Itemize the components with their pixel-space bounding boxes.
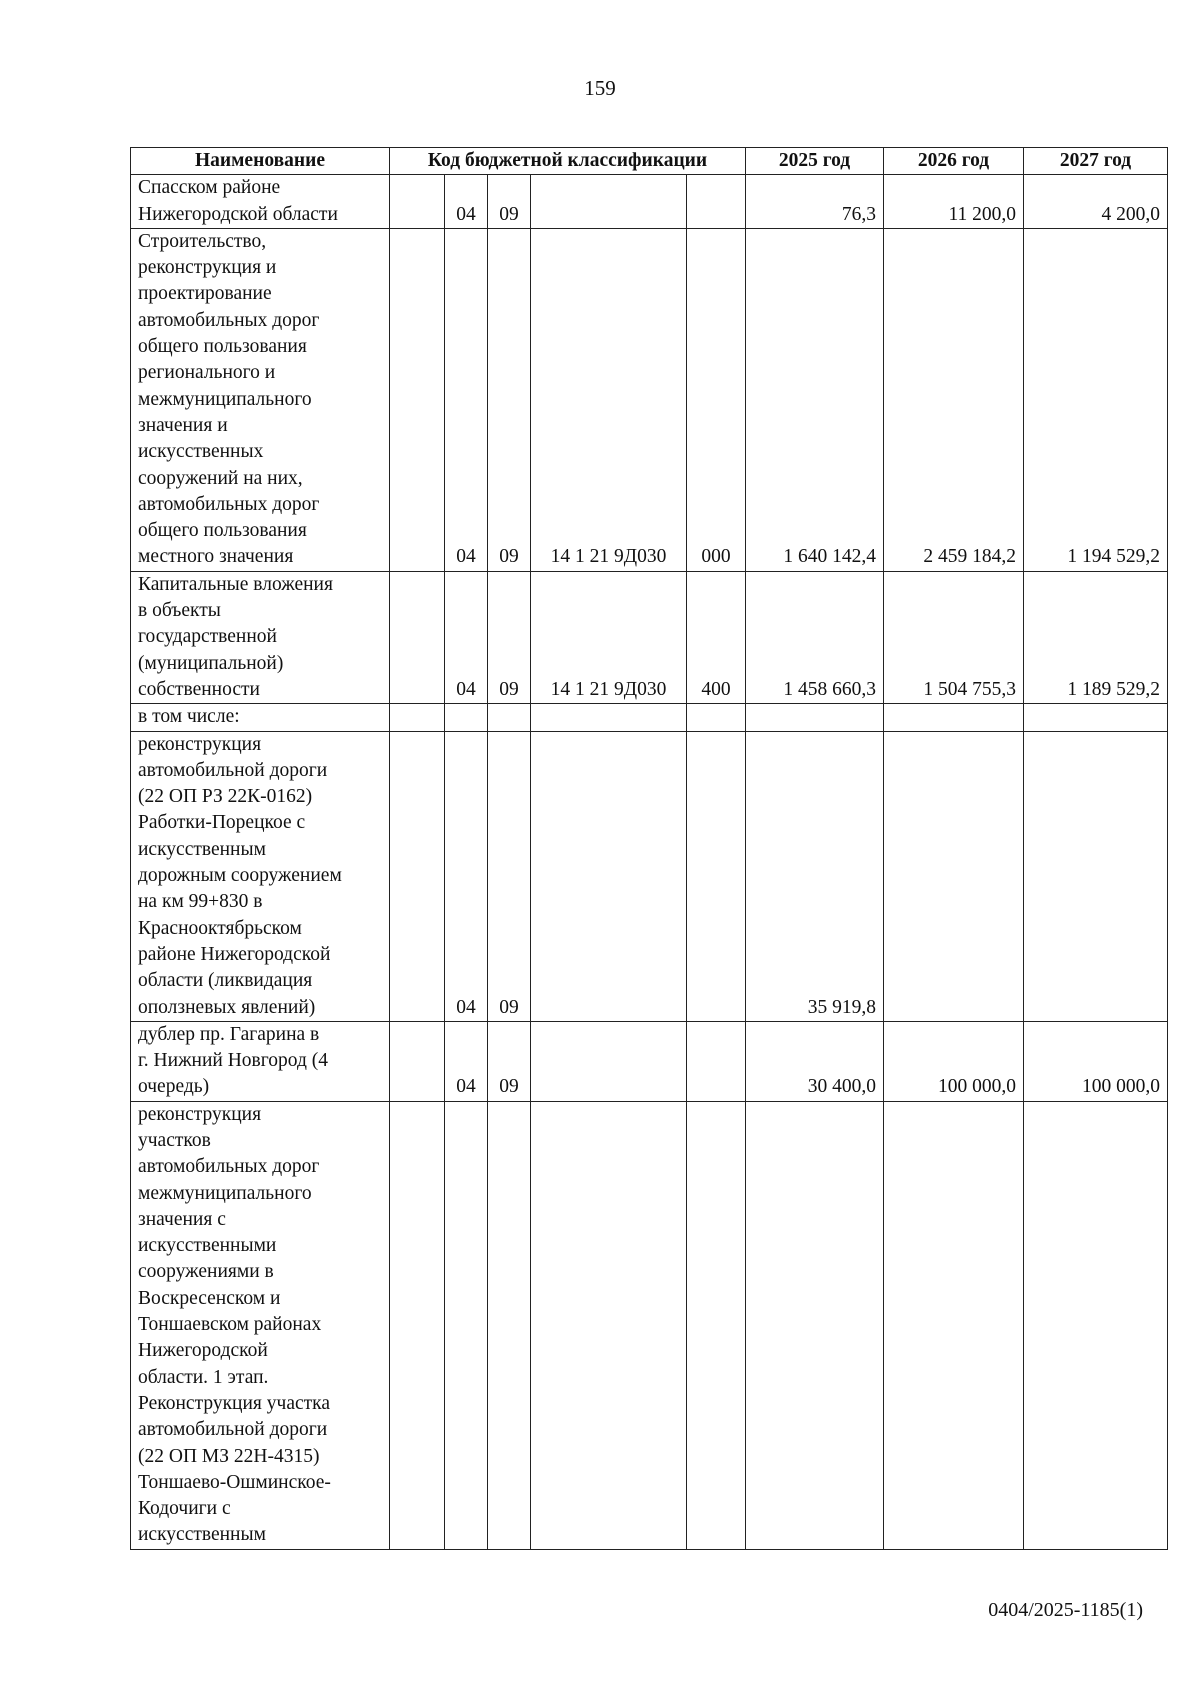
value-2026-cell	[884, 1101, 1024, 1549]
header-2025: 2025 год	[746, 148, 884, 175]
code-cell-section: 04	[445, 731, 488, 1021]
code-cell-1	[390, 731, 445, 1021]
value-2025-cell: 30 400,0	[746, 1021, 884, 1101]
code-cell-subsection: 09	[488, 731, 531, 1021]
table-body	[131, 175, 1168, 1549]
code-cell-1	[390, 704, 445, 731]
table-row	[131, 1021, 1168, 1101]
code-cell-target	[531, 731, 687, 1021]
code-cell-section: 04	[445, 175, 488, 229]
header-2026: 2026 год	[884, 148, 1024, 175]
row-name-cell: реконструкция автомобильной дороги (22 ОП РЗ 22К-0162) Работки-Порецкое с искусственным дорожным сооружением на км 99+830 в Краснооктябрьском районе Нижегородской области (ликвидация оползневых явлений)	[131, 731, 390, 1021]
code-cell-subsection	[488, 1101, 531, 1549]
value-2026-cell: 1 504 755,3	[884, 571, 1024, 703]
table-header-row	[131, 148, 1168, 175]
value-2025-cell: 76,3	[746, 175, 884, 229]
code-cell-target: 14 1 21 9Д030	[531, 571, 687, 703]
code-cell-1	[390, 1021, 445, 1101]
code-cell-target	[531, 1101, 687, 1549]
document-number: 0404/2025-1185(1)	[988, 1599, 1143, 1621]
code-cell-section: 04	[445, 1021, 488, 1101]
row-name-cell: в том числе:	[131, 704, 390, 731]
value-2026-cell: 2 459 184,2	[884, 228, 1024, 571]
row-name-cell: Строительство, реконструкция и проектирование автомобильных дорог общего пользования регионального и межмуниципального значения и искусственных сооружений на них, автомобильных дорог общего пользования местного значения	[131, 228, 390, 571]
value-2027-cell: 1 194 529,2	[1024, 228, 1168, 571]
row-name-cell: Спасском районе Нижегородской области	[131, 175, 390, 229]
code-cell-target	[531, 1021, 687, 1101]
value-2025-cell: 35 919,8	[746, 731, 884, 1021]
code-cell-subsection: 09	[488, 1021, 531, 1101]
value-2026-cell: 100 000,0	[884, 1021, 1024, 1101]
value-2025-cell: 1 640 142,4	[746, 228, 884, 571]
value-2027-cell: 4 200,0	[1024, 175, 1168, 229]
code-cell-subsection: 09	[488, 228, 531, 571]
code-cell-subsection: 09	[488, 175, 531, 229]
value-2027-cell	[1024, 731, 1168, 1021]
value-2025-cell	[746, 704, 884, 731]
code-cell-section	[445, 1101, 488, 1549]
row-name-cell: Капитальные вложения в объекты государственной (муниципальной) собственности	[131, 571, 390, 703]
code-cell-expense-type	[687, 704, 746, 731]
row-name-cell: дублер пр. Гагарина в г. Нижний Новгород (4 очередь)	[131, 1021, 390, 1101]
value-2026-cell	[884, 731, 1024, 1021]
code-cell-section: 04	[445, 228, 488, 571]
code-cell-target: 14 1 21 9Д030	[531, 228, 687, 571]
code-cell-expense-type: 400	[687, 571, 746, 703]
code-cell-expense-type	[687, 175, 746, 229]
code-cell-section: 04	[445, 571, 488, 703]
value-2027-cell	[1024, 1101, 1168, 1549]
code-cell-subsection: 09	[488, 571, 531, 703]
code-cell-1	[390, 571, 445, 703]
code-cell-expense-type: 000	[687, 228, 746, 571]
header-2027: 2027 год	[1024, 148, 1168, 175]
table-row	[131, 228, 1168, 571]
code-cell-expense-type	[687, 1021, 746, 1101]
code-cell-target	[531, 704, 687, 731]
value-2027-cell: 1 189 529,2	[1024, 571, 1168, 703]
value-2027-cell: 100 000,0	[1024, 1021, 1168, 1101]
value-2025-cell: 1 458 660,3	[746, 571, 884, 703]
code-cell-expense-type	[687, 1101, 746, 1549]
table-row	[131, 571, 1168, 703]
table-row	[131, 175, 1168, 229]
code-cell-1	[390, 228, 445, 571]
header-code: Код бюджетной классификации	[390, 148, 746, 175]
value-2025-cell	[746, 1101, 884, 1549]
value-2027-cell	[1024, 704, 1168, 731]
value-2026-cell: 11 200,0	[884, 175, 1024, 229]
budget-table	[130, 147, 1168, 1550]
code-cell-section	[445, 704, 488, 731]
code-cell-1	[390, 175, 445, 229]
code-cell-target	[531, 175, 687, 229]
page-number: 159	[584, 76, 616, 100]
code-cell-1	[390, 1101, 445, 1549]
value-2026-cell	[884, 704, 1024, 731]
row-name-cell: реконструкция участков автомобильных дорог межмуниципального значения с искусственными сооружениями в Воскресенском и Тоншаевском районах Нижегородской области. 1 этап. Реконструкция участка автомобильной дороги (22 ОП МЗ 22Н-4315) Тоншаево-Ошминское- Кодочиги с искусственным	[131, 1101, 390, 1549]
table-row	[131, 731, 1168, 1021]
table-row	[131, 1101, 1168, 1549]
code-cell-subsection	[488, 704, 531, 731]
table-row	[131, 704, 1168, 731]
code-cell-expense-type	[687, 731, 746, 1021]
header-name: Наименование	[131, 148, 390, 175]
